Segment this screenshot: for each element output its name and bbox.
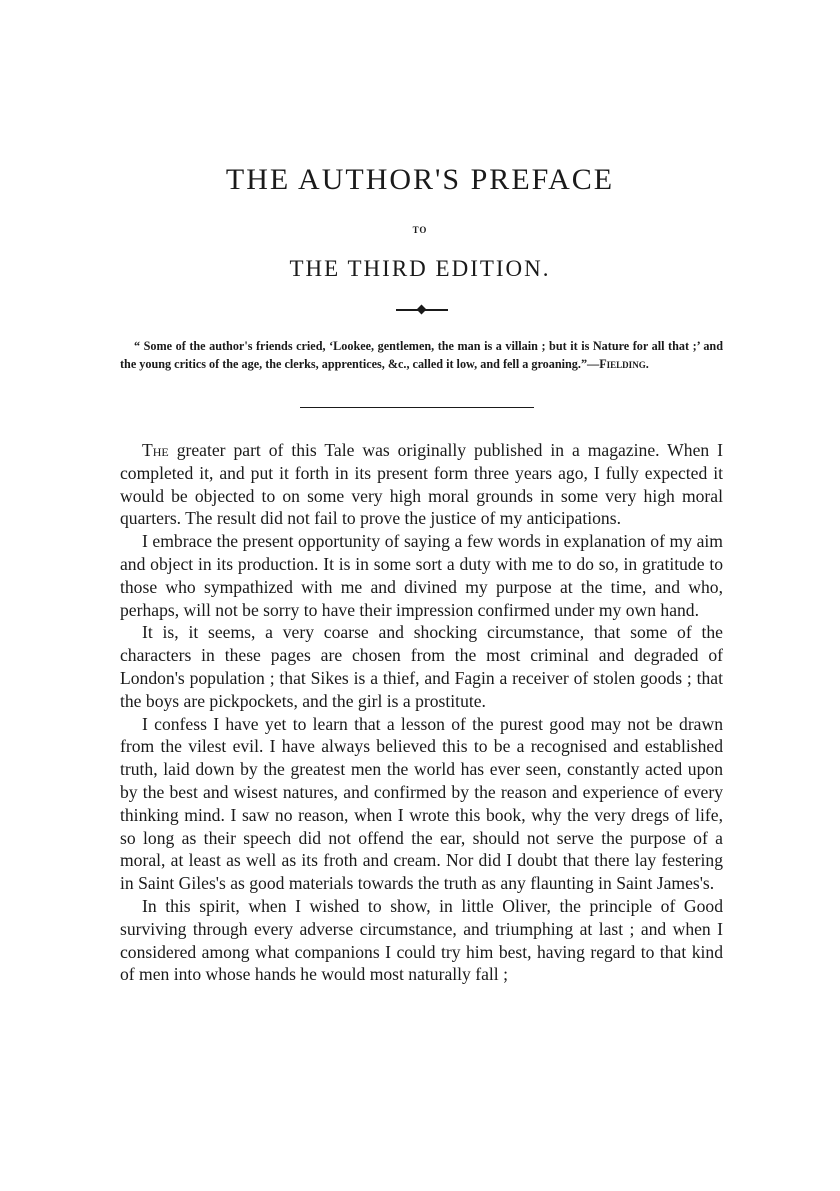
epigraph: [120, 337, 723, 373]
preface-subtitle: THE THIRD EDITION.: [289, 256, 551, 281]
section-rule: [300, 407, 534, 408]
epigraph-attribution: Fielding.: [599, 357, 649, 371]
paragraph-text: greater part of this Tale was originally published in a magazine. When I completed it, and put it forth in its present form three years ago, I fully expected it would be objected to on some very high moral grounds in some very high moral quarters. The result did not fail to prove the justice of my anticipations.: [120, 440, 723, 529]
preface-to-label: TO: [412, 225, 428, 235]
epigraph-text: “ Some of the author's friends cried, ‘Lookee, gentlemen, the man is a villain ; but it is Nature for all that ;’ and the young critics of the age, the clerks, apprentices, &c., called it low, and fell a groaning.”—: [120, 339, 723, 371]
preface-title: THE AUTHOR'S PREFACE: [225, 163, 615, 196]
paragraph-4: I confess I have yet to learn that a lesson of the purest good may not be drawn from the vilest evil. I have always believed this to be a recognised and established truth, laid down by the greatest men the world has ever seen, constantly acted upon by the best and wisest natures, and confirmed by the reason and experience of every thinking mind. I saw no reason, when I wrote this book, why the very dregs of life, so long as their speech did not offend the ear, should not serve the purpose of a moral, at least as well as its froth and cream. Nor did I doubt that there lay festering in Saint Giles's as good materials towards the truth as any flaunting in Saint James's.: [120, 713, 723, 894]
paragraph-1: [120, 439, 723, 530]
ornament-divider-icon: [396, 308, 448, 312]
paragraph-3: It is, it seems, a very coarse and shocking circumstance, that some of the characters in these pages are chosen from the most criminal and degraded of London's population ; that Sikes is a thief, and Fagin a receiver of stolen goods ; that the boys are pickpockets, and the girl is a prostitute.: [120, 622, 723, 711]
preface-body: [120, 439, 723, 986]
paragraph-2: I embrace the present opportunity of saying a few words in explanation of my aim and object in its production. It is in some sort a duty with me to do so, in gratitude to those who sympathized with me and divined my purpose at the time, and who, perhaps, will not be sorry to have their impression confirmed under my own hand.: [120, 531, 723, 620]
paragraph-5: In this spirit, when I wished to show, in little Oliver, the principle of Good surviving through every adverse circumstance, and triumphing at last ; and when I considered among what companions I could try him best, having regard to that kind of men into whose hands he would most naturally fall ;: [120, 895, 723, 985]
paragraph-lead: The: [142, 440, 169, 460]
